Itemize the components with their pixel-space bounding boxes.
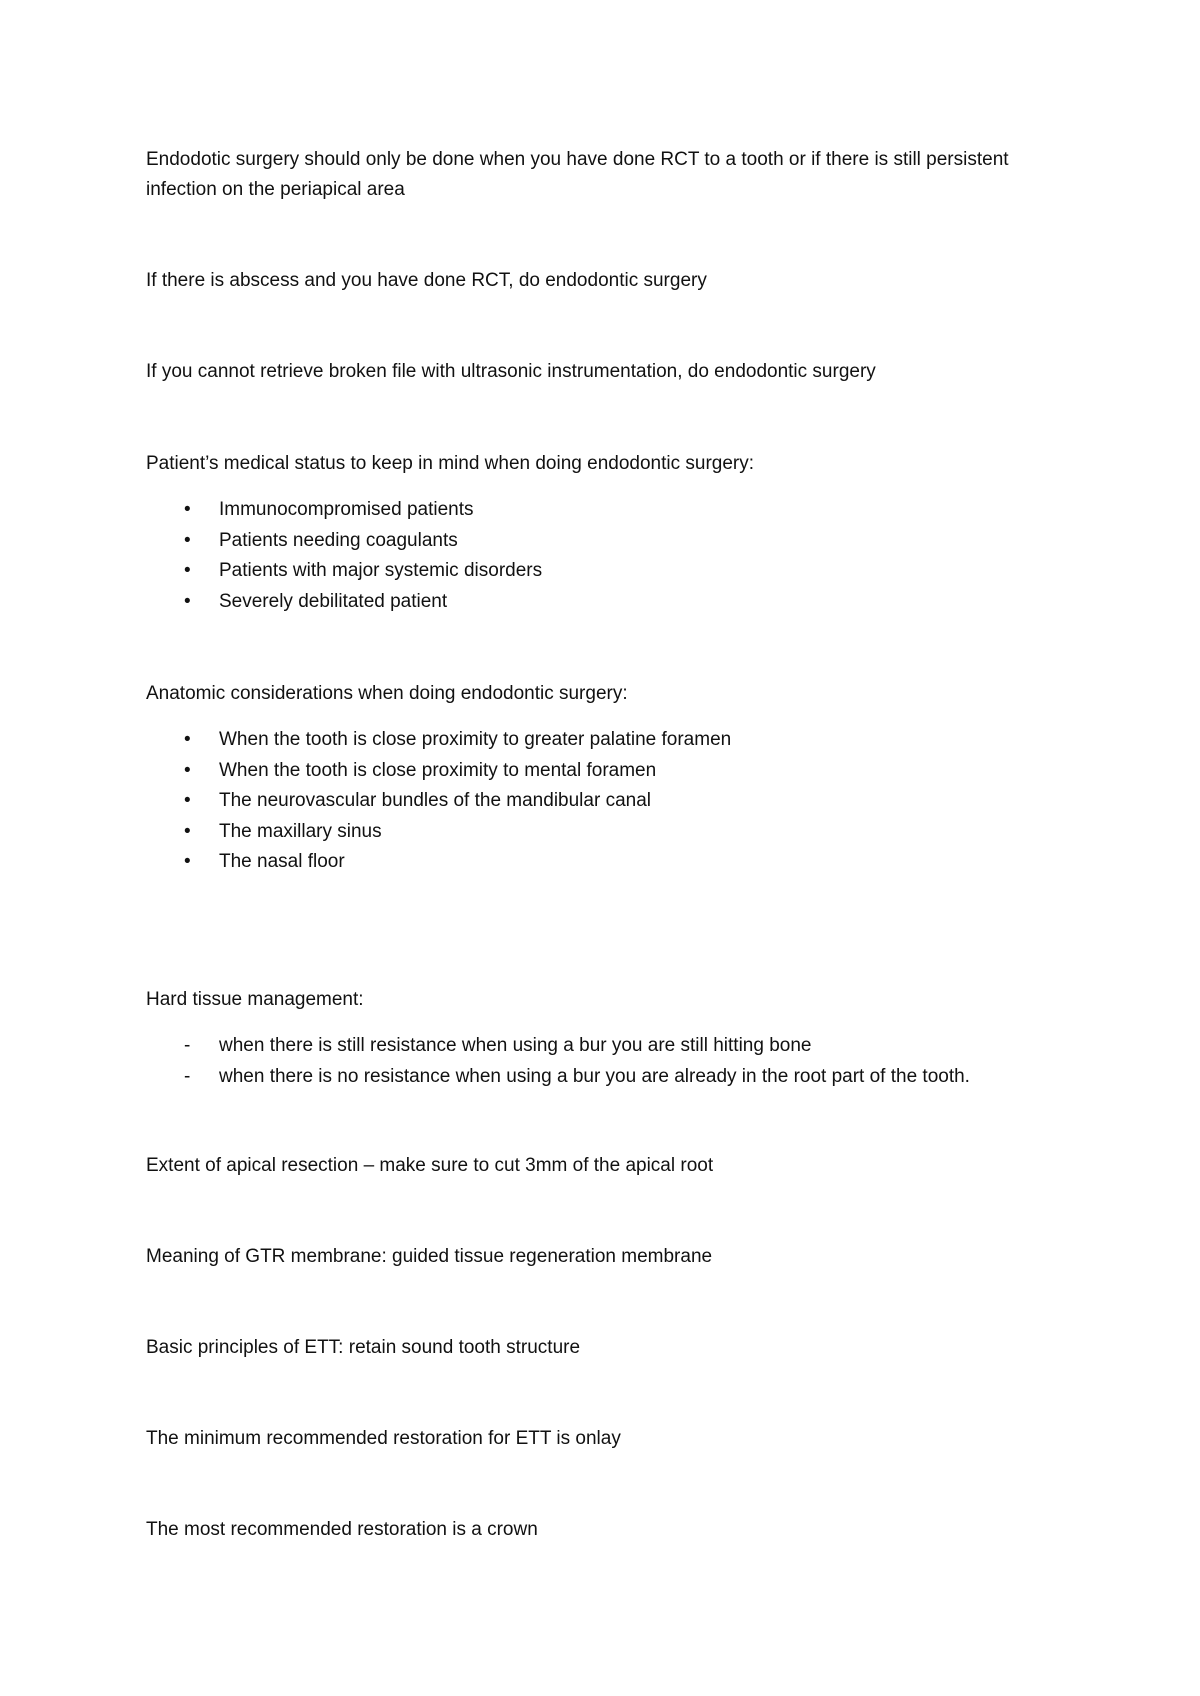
paragraph-ett-principles: Basic principles of ETT: retain sound tooth structure (146, 1337, 581, 1358)
list-item: • Patients needing coagulants (146, 526, 542, 557)
paragraph-recommended-restoration: The most recommended restoration is a crown (146, 1519, 538, 1540)
list-item: • Patients with major systemic disorders (146, 556, 542, 587)
paragraph-broken-file: If you cannot retrieve broken file with ultrasonic instrumentation, do endodontic surgery (146, 361, 876, 382)
paragraph-apical-resection: Extent of apical resection – make sure to cut 3mm of the apical root (146, 1155, 714, 1176)
list-item: - when there is still resistance when using a bur you are still hitting bone (146, 1031, 970, 1062)
hard-tissue-list (146, 1031, 970, 1092)
list-item: • The nasal floor (146, 847, 731, 878)
paragraph-medical-status-heading: Patient’s medical status to keep in mind when doing endodontic surgery: (146, 453, 755, 474)
paragraph-hard-tissue-heading: Hard tissue management: (146, 989, 364, 1010)
anatomic-considerations-list (146, 725, 731, 878)
list-item: • Immunocompromised patients (146, 495, 542, 526)
list-item: • The neurovascular bundles of the mandibular canal (146, 786, 731, 817)
paragraph-anatomic-heading: Anatomic considerations when doing endodontic surgery: (146, 683, 628, 704)
list-item: • The maxillary sinus (146, 817, 731, 848)
medical-status-list (146, 495, 542, 617)
list-item: • When the tooth is close proximity to mental foramen (146, 756, 731, 787)
list-item: - when there is no resistance when using a bur you are already in the root part of the tooth. (146, 1062, 970, 1093)
paragraph-abscess: If there is abscess and you have done RCT, do endodontic surgery (146, 270, 707, 291)
paragraph-minimum-restoration: The minimum recommended restoration for ETT is onlay (146, 1428, 621, 1449)
list-item: • Severely debilitated patient (146, 587, 542, 618)
list-item: • When the tooth is close proximity to greater palatine foramen (146, 725, 731, 756)
paragraph-endodontic-surgery-indication: Endodotic surgery should only be done when you have done RCT to a tooth or if there is still persistent infection on the periapical area (146, 149, 1009, 200)
paragraph-gtr-membrane: Meaning of GTR membrane: guided tissue regeneration membrane (146, 1246, 713, 1267)
